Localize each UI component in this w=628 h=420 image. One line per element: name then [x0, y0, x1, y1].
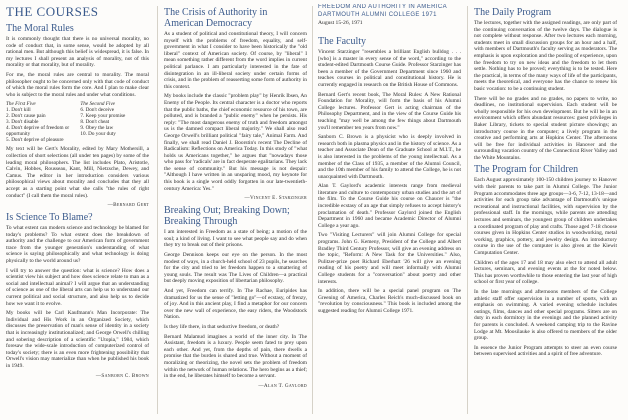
faculty-paragraph: Two "Visiting Lecturers" will join Alumni College for special programs. John G. Kemeny, President of the College and Albert Bradley Third Century Professor, will give an evening address on the topic, "Reform: A New Task for the Universities." Also, Pulitzer-prize poet Richard Eberhart '26 will give an evening reading of his poetry and will meet informally with Alumni College students for a "conversation" about poetry and other interests.: [318, 232, 461, 285]
children-paragraph: In the late mornings and afternoons members of the College athletic staff offer supervision in a number of sports, with an emphasis on swimming. A varied evening schedule includes outings, films, dances and other special programs. Sitters are on duty in each dormitory in the evenings and the planned activity for parents is concluded. A weekend camping trip to the Ravine Lodge at Mt. Moosilauke is also offered to members of the older group.: [474, 288, 617, 342]
science-paragraph: To what extent can modern science and technology be blamed for today's problems? To what extent does the breakdown of authority and the challenge to our American form of government trace from the younger generation's understanding of what science is saying philosophically and what technology is doing physically to the world around us?: [6, 225, 149, 265]
first-five-list: [6, 101, 75, 143]
breaking-heading: Breaking Out; Breaking Down; Breaking Through: [164, 205, 290, 228]
science-paragraph: My books will be Carl Kaufmann's Man Incorporate: The Individual and His Work in an Organized Society, which discusses the preservation of man's sense of identity in a society that is increasingly institutionalized; and George Orwell's chilling and sobering description of a scientific "Utopia," 1984, which foresaw the wide-scale introduction of computerized control of today's society; there is an even more frightening possibility that Orwell's vision may materialize than when he published his book in 1949.: [6, 310, 149, 369]
crisis-paragraph: My books include the classic "problem play" by Henrik Ibsen, An Enemy of the People. Its central character is a doctor who reports that the public baths, the chief economic resource of his town, are polluted, and is branded a "public enemy" when he persists. His reply: "The most dangerous enemy of truth and freedom amongst us is the damned compact liberal majority." We shall also read George Orwell's brilliant political "fairy tale," Animal Farm. And finally, we shall read Daniel J. Boorstin's recent The Decline of Radicalism: Reflections on America Today. In this study of "what holds us Americans together," he argues that "nowadays those who pass for 'radicals' are in fact desperate egalitarians. They lack the sense of community." But his message is not despair: "Although I have written in an unsparing mood, my keynote for this book is a single word oddly forgotten in our late-twentieth-century America: Yes.": [164, 93, 307, 192]
brochure-header: FREEDOM AND AUTHORITY IN AMERICA: [318, 4, 448, 10]
faculty-paragraph: Sanborn C. Brown is a physicist who is deeply involved in research both in plasma physics and in the history of science. As a teacher and Associate Dean of the Graduate School at M.I.T., he is also interested in the problems of the young intellectual. As a member of the Class of 1935, a member of the Alumni Council, and the 10th member of his family to attend the College, he is not unacquainted with Dartmouth.: [318, 134, 461, 180]
faculty-paragraph: In addition, there will be a special panel program on The Greening of America, Charles Reich's much-discussed book on "revolution by consciousness." This book is included among the suggested reading for Alumni College 1971.: [318, 288, 461, 314]
program-dates: August 15-26, 1971: [318, 20, 363, 26]
science-paragraph: I will try to answer the question: what is science? How does a scientist view his subject and how does science relate to man as a social and intellectual animal? I will argue that an understanding of science as one of the liberal arts can help us to understand our current political and social structure, and also help us to decide how we want it to evolve.: [6, 267, 149, 307]
daily-program-heading: The Daily Program: [474, 7, 552, 18]
rule-item: 8. Don't cheat: [80, 119, 110, 126]
column-divider: [467, 6, 468, 414]
author-signature: —Bernard Gert: [107, 202, 149, 209]
column-divider: [312, 6, 313, 414]
breaking-paragraph: Is they life there, in that seductive freedom, or death?: [164, 323, 280, 330]
column-divider: [157, 6, 158, 414]
college-name: DARTMOUTH ALUMNI COLLEGE 1971: [318, 12, 437, 18]
children-paragraph: Children of the ages 17 and 18 may also elect to attend all adult lectures, seminars, and evening events at the for noted below. This has proven worthwhile to those entering the last year of high school or first year of college.: [474, 259, 617, 286]
crisis-paragraph: As a student of political and constitutional theory, I will concern myself with the problems of freedom, equality, and self-government in what I consider to have been historically the "old liberal" context of American society. Of course, by "liberal" I mean something rather different from the word implies in current political parlance. I am particularly interested in the fate of disintegration in an ill-liberal society under certain forms of crisis, and in the problem of reasserting some form of authority in this context.: [164, 31, 307, 90]
rule-item: 1. Don't kill: [6, 107, 31, 114]
second-five-list: [80, 101, 149, 143]
breaking-paragraph: George Dennison keeps our eye on the person. In the most modest of ways, in a church-held school of 23 pupils, he searches for the city and tried to let freedom happen to a smattering of young souls. The result was The Lives of Children—a practical but deeply moving exposition of libertarian philosophy.: [164, 252, 307, 285]
author-signature: —Alan T. Gaylord: [258, 382, 307, 389]
faculty-paragraph: Alan T. Gaylord's academic interests range from medieval literature and culture to contemporary urban studies and the art of the film. To the Course Guide his course on Chaucer is "the incredible ecstasy of an age that simply refuses to accept history's proclamation of death." Professor Gaylord joined the English Department in 1960 and became Academic Director of Alumni College a year ago.: [318, 183, 461, 229]
courses-title: THE COURSES: [6, 4, 99, 19]
rule-item: 9. Obey the law: [80, 125, 114, 132]
faculty-paragraph: Bernard Gert's recent book, The Moral Rules: A New Rational Foundation for Morality, will form the basis of his Alumni College lectures. Professor Gert is acting chairman of the Philosophy Department, and in the view of the Course Guide his teaching "may well be among the few things about Dartmouth you'll remember ten years from now.": [318, 91, 461, 131]
column-courses: [6, 4, 149, 416]
author-signature: —Vincent E. Starzinger: [244, 195, 307, 202]
rule-item: 7. Keep your promise: [80, 113, 126, 120]
rule-item: 2. Don't cause pain: [6, 113, 46, 120]
breaking-paragraph: I am interested in Freedom as a state of being; a motion of the soul; a kind of living. I want to see what people say and do when they try to break out of their prisons.: [164, 229, 307, 249]
rule-item: 5. Don't deprive of pleasure: [6, 137, 64, 144]
children-paragraph: In essence the Junior Program attempts to steer an even course between supervised activities and a spirit of free adventure.: [474, 344, 617, 358]
moral-paragraph: My text will be Gert's Morality, edited by Mary Mothersill, a collection of short selections (all under ten pages) by some of the leading moral philosophers. The list includes Plato, Aristotle, Calvin, Hobbes, Rousseau, Kant, Mill, Nietzsche, Dewey, and Camus. The editor in her introduction considers various philosophical views about morality and concludes that they all accept as a starting point what she calls "the rules of right conduct" (I call them the moral rules).: [6, 146, 149, 199]
children-paragraph: Each August approximately 100-150 children journey to Hanover with their parents to take part in Alumni College. The Junior Program accommodates three age groups—3-6, 7-12, 13-18—and activities for each group take advantage of Dartmouth's unique recreational and instructional facilities, with supervision by the professional staff. In the mornings, while parents are attending lectures and seminars, the youngest group of children undertakes a coordinated program of play and crafts. Those aged 7-18 choose courses given in Hopkins Center studios in woodworking, metal working, graphics, pottery, and jewelry design. An introductory course in the use of the computer is also given at the Kiewit Computation Center.: [474, 177, 617, 256]
moral-paragraph: It is commonly thought that there is no universal morality, no code of conduct that, in some sense, would be adopted by all rational men. But although this belief is widespread, it is false. In my lectures I shall present an analysis of morality, not of this morality or that morality, but of morality.: [6, 36, 149, 69]
rule-item: 4. Don't deprive of freedom or opportunity: [6, 125, 70, 138]
column-crisis: [164, 4, 307, 416]
faculty-heading: The Faculty: [318, 36, 367, 47]
second-five-heading: The Second Five: [80, 101, 115, 108]
column-daily-program: [474, 4, 617, 416]
moral-paragraph: For me, the moral rules are central to morality. The moral philosopher ought to be concerned only with that code of conduct of which the moral rules form the core. And I plan to make clear who is subject to the moral rules and under what conditions.: [6, 71, 149, 98]
rule-item: 3. Don't disable: [6, 119, 39, 126]
moral-rules-heading: The Moral Rules: [6, 23, 74, 34]
breaking-paragraph: Bernard Malamud imagines a world of the inner city. In The Assistant, freedom is a luxury. People seem fated to prey upon each other. And yet, from the depths of pain, there dwells a promise that the burden is shared and true. Without a moment of moralizing or theorizing, the novel sets the problem of freedom within the network of human relations. The hero begins as a thief; in the end, he liberates himself to become a servant.: [164, 333, 307, 380]
author-signature: —Sanborn C. Brown: [95, 372, 149, 379]
crisis-heading: The Crisis of Authority in American Democracy: [164, 7, 268, 29]
faculty-paragraph: Vincent Starzinger "resembles a brilliant English bulldog . . . [who] is a master in every sense of the word," according to the student-edited Dartmouth Course Guide. Professor Starzinger has been a member of the Government Department since 1960 and teaches courses in political and constitutional history. He is currently engaged in research on the British House of Commons.: [318, 49, 461, 88]
breaking-paragraph: And yet, Freedom can terrify. In The Rachae, Euripides has dramatized for us the sense of "letting go"—of ecstasy, of frenzy, of joy. And in this ancient play, I find a metaphor for our concern over the new wall of experience, the easy riders, the Woodstock Nation.: [164, 288, 307, 321]
rule-item: 10. Do your duty: [80, 131, 116, 138]
first-five-heading: The First Five: [6, 101, 36, 108]
daily-paragraph: There will be no grades and no grades, no papers to write, no deadlines, no institutional supervision. Each student will be wholly responsible for his own development. But he will be in an environment which offers abundant resources: guest privileges in Baker Library, tickets to special student picture showings; an introductory course in the computer; a lively program in the creative and performing arts at Hopkins Center. The afternoons will be free for individual activities in Hanover and the surrounding vacation country of the Connecticut River Valley and the White Mountains.: [474, 95, 617, 161]
column-faculty: [318, 4, 461, 416]
science-heading: Is Science To Blame?: [6, 212, 93, 224]
rule-item: 6. Don't deceive: [80, 107, 115, 114]
moral-rules-lists: [6, 101, 149, 143]
daily-paragraph: The lectures, together with the assigned readings, are only part of the continuing conversation of the twelve days. The dialogue is not complete without response. After two lectures each morning, students meet in small discussion groups for an hour and a half, with members of Dartmouth's faculty serving as moderators. The emphasis is upon exploration and the pooling of experience, upon the freedom to try on new ideas and the freedom to let them settle. Nothing has to be proved; everything is to be tested. Here the practical, in terms of the many ways of life of the participants, meets the theoretical, and everyone has the chance to renew his basic vocation: to be a continuing student.: [474, 20, 617, 92]
children-program-heading: The Program for Children: [474, 164, 579, 176]
